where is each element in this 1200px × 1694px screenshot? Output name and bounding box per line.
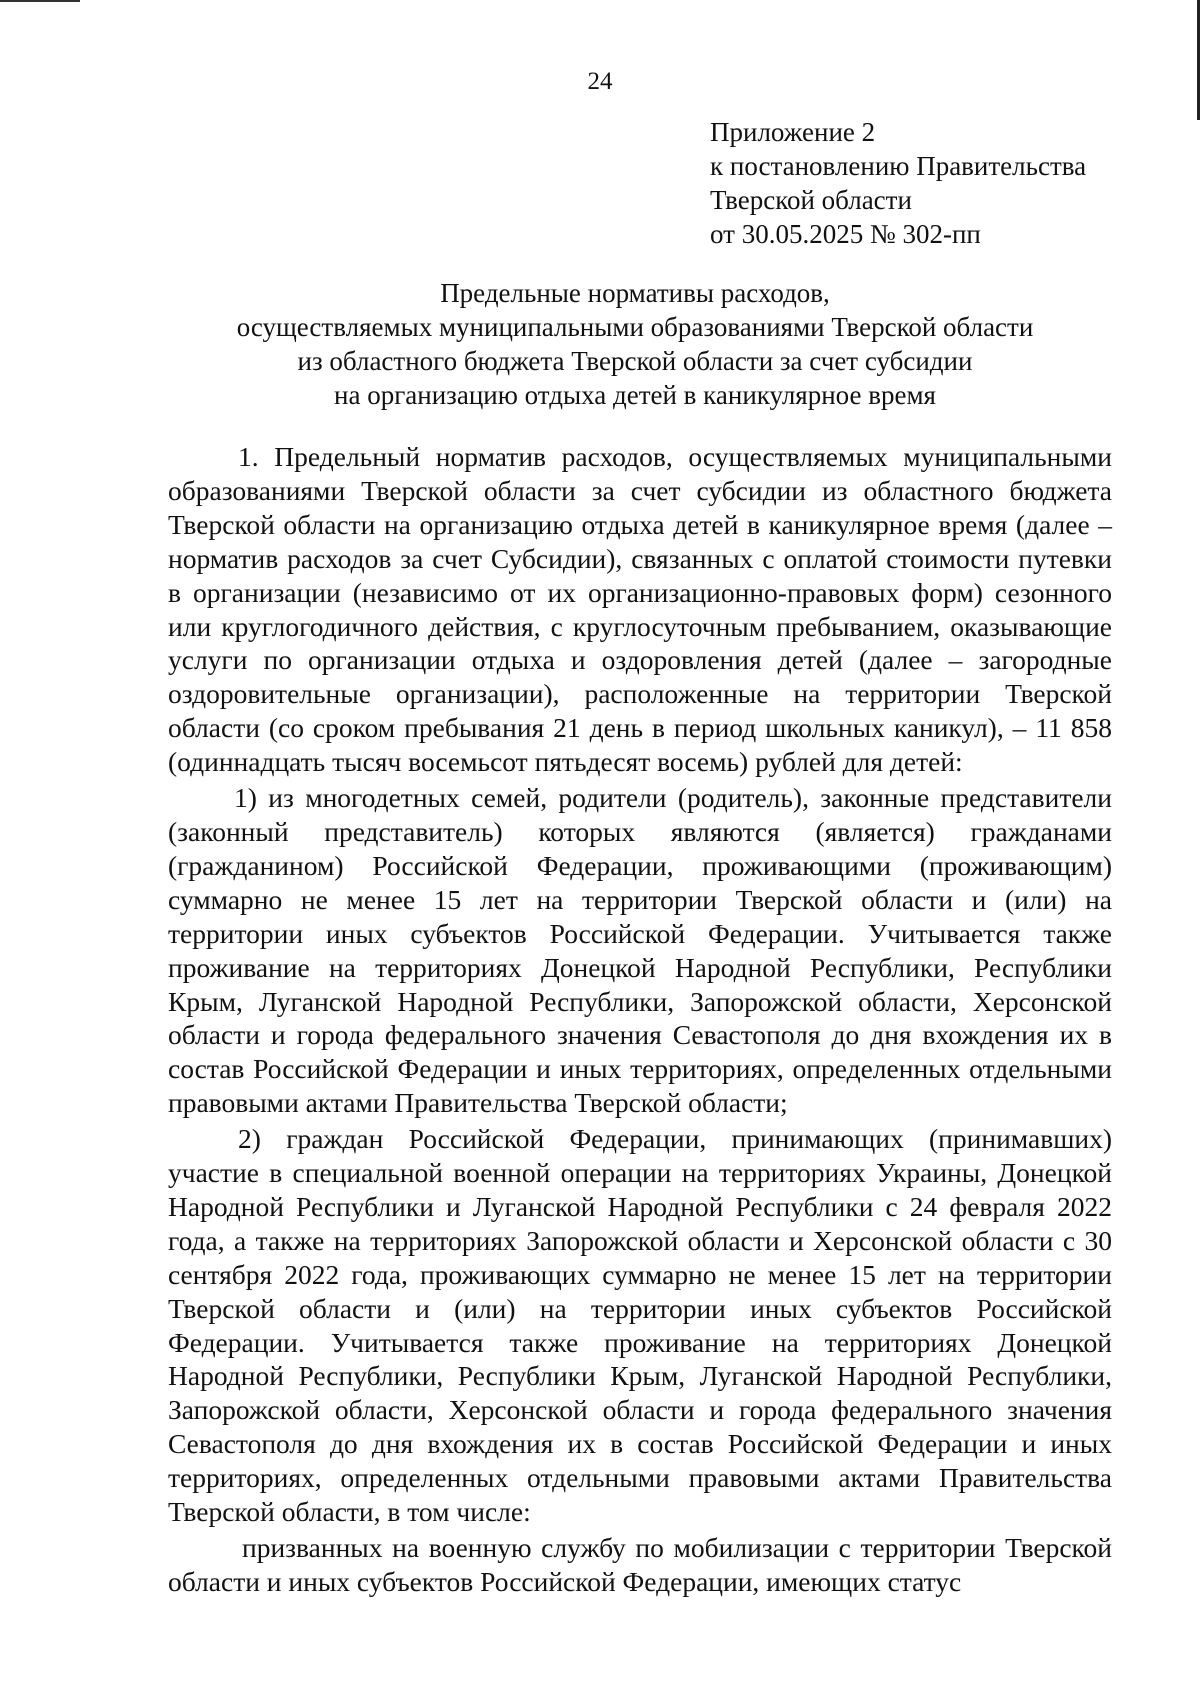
- title-line: из областного бюджета Тверской области за счет субсидии: [297, 346, 973, 376]
- scan-edge-top: [0, 0, 80, 2]
- paragraph-item-1: 1. Предельный норматив расходов, осуществляемых муниципальными образованиями Тверской области за счет субсидии из областного бюджета Тверской области на организацию отдыха детей в каникулярное время (далее – норматив расходов за счет Субсидии), связанных с оплатой стоимости путевки в организации (независимо от их организационно-правовых форм) сезонного или круглогодичного действия, с круглосуточным пребыванием, оказывающие услуги по организации отдыха и оздоровления детей (далее – загородные оздоровительные организации), расположенные на территории Тверской области (со сроком пребывания 21 день в период школьных каникул), – 11 858 (одиннадцать тысяч восемьсот пятьдесят восемь) рублей для детей:: [168, 441, 1112, 778]
- title-line: осуществляемых муниципальными образованиями Тверской области: [236, 312, 1034, 342]
- title-line: Предельные нормативы расходов,: [440, 278, 830, 308]
- appendix-line: Тверской области: [710, 185, 912, 215]
- document-body: [168, 440, 1112, 1601]
- page-number: 24: [587, 68, 613, 95]
- appendix-line: от 30.05.2025 № 302-пп: [710, 219, 981, 249]
- appendix-line: к постановлению Правительства: [710, 151, 1087, 181]
- paragraph-continuation: призванных на военную службу по мобилизации с территории Тверской области и иных субъектов Российской Федерации, имеющих статус: [168, 1532, 1112, 1597]
- title-line: на организацию отдыха детей в каникулярное время: [334, 380, 936, 410]
- paragraph-subitem-1: 1) из многодетных семей, родители (родитель), законные представители (законный представитель) которых являются (является) гражданами (гражданином) Российской Федерации, проживающими (проживающим) суммарно не менее 15 лет на территории Тверской области и (или) на территории иных субъектов Российской Федерации. Учитывается также проживание на территориях Донецкой Народной Республики, Республики Крым, Луганской Народной Республики, Запорожской области, Херсонской области и города федерального значения Севастополя до дня вхождения их в состав Российской Федерации и иных территориях, определенных отдельными правовыми актами Правительства Тверской области;: [168, 782, 1112, 1119]
- appendix-line: Приложение 2: [710, 117, 876, 147]
- document-title: [160, 276, 1110, 412]
- appendix-block: [710, 115, 1170, 251]
- paragraph-subitem-2: 2) граждан Российской Федерации, принимающих (принимавших) участие в специальной военной операции на территориях Украины, Донецкой Народной Республики и Луганской Народной Республики с 24 февраля 2022 года, а также на территориях Запорожской области и Херсонской области с 30 сентября 2022 года, проживающих суммарно не менее 15 лет на территории Тверской области и (или) на территории иных субъектов Российской Федерации. Учитывается также проживание на территориях Донецкой Народной Республики, Республики Крым, Луганской Народной Республики, Запорожской области, Херсонской области и города федерального значения Севастополя до дня вхождения их в состав Российской Федерации и иных территориях, определенных отдельными правовыми актами Правительства Тверской области, в том числе:: [168, 1123, 1112, 1528]
